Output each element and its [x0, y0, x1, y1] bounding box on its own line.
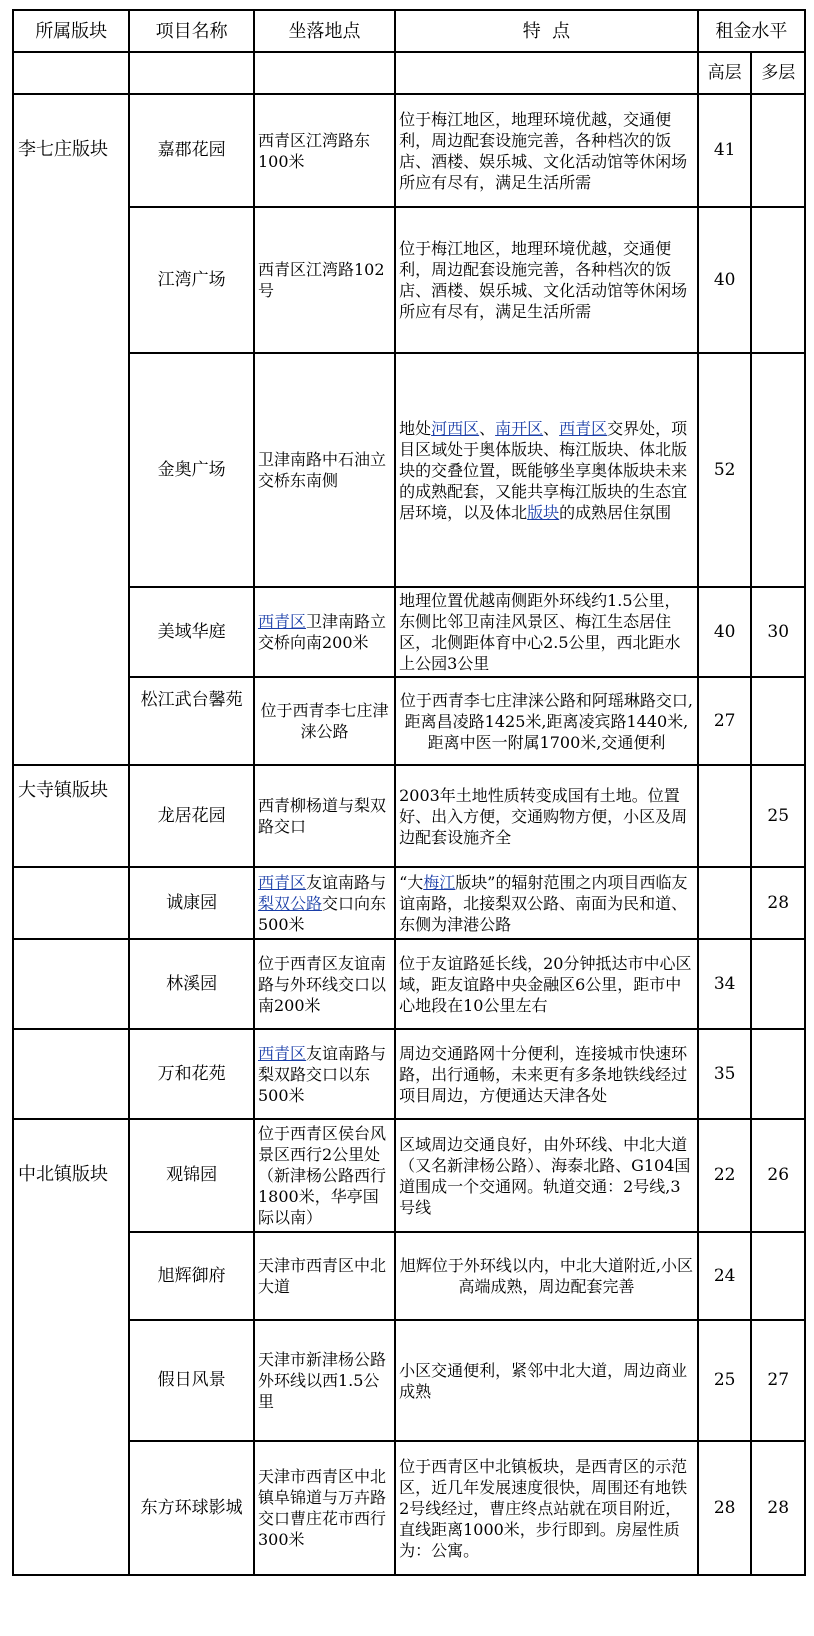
features-text: 地处: [399, 418, 432, 438]
location-text: 友谊南路与: [306, 872, 387, 892]
features-text: 交界处，项目区域处于奥体版块、梅江版块、体北版块的交叠位置，既能够坐享奥体版块未来的成熟配套，又能共享梅江版块的生态宜居环境，以及体北: [399, 418, 688, 522]
project-name: 江湾广场: [129, 207, 254, 353]
features-cell: 位于友谊路延长线，20分钟抵达市中心区域，距友谊路中央金融区6公里，距市中心地段在10公里左右: [395, 939, 698, 1029]
project-name: 松江武台馨苑: [129, 677, 254, 765]
header-project: 项目名称: [129, 10, 254, 52]
block-cell: [13, 94, 129, 765]
features-cell: 位于梅江地区，地理环境优越，交通便利，周边配套设施完善，各种档次的饭店、酒楼、娱乐城、文化活动馆等休闲场所应有尽有，满足生活所需: [395, 94, 698, 207]
rent-multi: [751, 939, 805, 1029]
project-name: 东方环球影城: [129, 1441, 254, 1575]
project-name: 旭辉御府: [129, 1232, 254, 1320]
location-cell: 天津市西青区中北大道: [254, 1232, 395, 1320]
header-features: 特 点: [395, 10, 698, 52]
location-cell: 位于西青区侯台风景区西行2公里处（新津杨公路西行1800米，华亭国际以南）: [254, 1119, 395, 1232]
project-name: 美域华庭: [129, 587, 254, 677]
table-row: [13, 939, 805, 1029]
project-name: 假日风景: [129, 1320, 254, 1441]
block-label: 大寺镇版块: [18, 780, 108, 801]
rent-high: 28: [698, 1441, 752, 1575]
project-name: 龙居花园: [129, 765, 254, 867]
features-cell: 位于梅江地区，地理环境优越，交通便利，周边配套设施完善，各种档次的饭店、酒楼、娱乐城、文化活动馆等休闲场所应有尽有，满足生活所需: [395, 207, 698, 353]
link-xiqing-district[interactable]: 西青区: [257, 1043, 306, 1063]
rent-multi: [751, 1029, 805, 1119]
table-row: [13, 765, 805, 867]
rent-high: 40: [698, 207, 752, 353]
rent-high: 35: [698, 1029, 752, 1119]
features-cell: 小区交通便利，紧邻中北大道，周边商业成熟: [395, 1320, 698, 1441]
location-cell: [254, 1029, 395, 1119]
table-row: [13, 207, 805, 353]
header-row: [13, 10, 805, 52]
table-row: [13, 94, 805, 207]
rent-multi: 28: [751, 1441, 805, 1575]
features-text: 版块”的辐射范围之内项目西临友谊南路，北接梨双公路、南面为民和道、东侧为津港公路: [399, 872, 688, 934]
project-name: 诚康园: [129, 867, 254, 939]
link-xiqing-district[interactable]: 西青区: [257, 612, 306, 631]
rent-high: [698, 765, 752, 867]
rent-multi: 25: [751, 765, 805, 867]
location-cell: 天津市新津杨公路外环线以西1.5公里: [254, 1320, 395, 1441]
link-xiqing-district[interactable]: 西青区: [257, 872, 306, 892]
features-cell: [395, 867, 698, 939]
features-text: “大: [399, 872, 424, 892]
rent-high: 40: [698, 587, 752, 677]
features-cell: [395, 353, 698, 587]
link-hexi-district[interactable]: 河西区: [431, 418, 480, 438]
rent-high: 34: [698, 939, 752, 1029]
rent-multi: 27: [751, 1320, 805, 1441]
block-label: 中北镇版块: [18, 1164, 108, 1185]
table-row: [13, 1232, 805, 1320]
location-cell: 天津市西青区中北镇阜锦道与万卉路交口曹庄花市西行300米: [254, 1441, 395, 1575]
features-cell: 2003年土地性质转变成国有土地。位置好、出入方便，交通购物方便，小区及周边配套设施齐全: [395, 765, 698, 867]
header-multi: 多层: [751, 52, 805, 94]
features-text: 、: [479, 418, 496, 438]
features-text: 的成熟居住氛围: [559, 502, 672, 522]
rent-table: [12, 9, 806, 1576]
link-lishuang-road[interactable]: 梨双公路: [257, 893, 322, 913]
location-text: 交口向东500米: [257, 893, 387, 934]
rent-high: 27: [698, 677, 752, 765]
rent-multi: 30: [751, 587, 805, 677]
header-rent: 租金水平: [698, 10, 805, 52]
rent-high: 52: [698, 353, 752, 587]
table-row: [13, 1119, 805, 1232]
table-row: [13, 867, 805, 939]
header-high: 高层: [698, 52, 752, 94]
location-cell: 西青柳杨道与梨双路交口: [254, 765, 395, 867]
features-cell: 位于西青区中北镇板块，是西青区的示范区，近几年发展速度很快，周围还有地铁2号线经过，曹庄终点站就在项目附近，直线距离1000米，步行即到。房屋性质为：公寓。: [395, 1441, 698, 1575]
location-cell: 位于西青区友谊南路与外环线交口以南200米: [254, 939, 395, 1029]
rent-high: [698, 867, 752, 939]
location-cell: 西青区江湾路东100米: [254, 94, 395, 207]
location-cell: [254, 867, 395, 939]
location-text: 友谊南路与梨双路交口以东500米: [257, 1043, 387, 1105]
features-cell: 旭辉位于外环线以内，中北大道附近,小区高端成熟，周边配套完善: [395, 1232, 698, 1320]
rent-high: 22: [698, 1119, 752, 1232]
table-row: [13, 677, 805, 765]
table-row: [13, 587, 805, 677]
rent-high: 25: [698, 1320, 752, 1441]
features-cell: 地理位置优越南侧距外环线约1.5公里，东侧比邻卫南洼风景区、梅江生态居住区，北侧距体育中心2.5公里，西北距水上公园3公里: [395, 587, 698, 677]
features-text: 、: [543, 418, 560, 438]
subheader-empty: [129, 52, 254, 94]
rent-high: 24: [698, 1232, 752, 1320]
link-xiqing-district[interactable]: 西青区: [559, 418, 608, 438]
features-cell: 周边交通路网十分便利，连接城市快速环路，出行通畅，未来更有多条地铁线经过项目周边，方便通达天津各处: [395, 1029, 698, 1119]
header-block: 所属版块: [13, 10, 129, 52]
table-row: [13, 1029, 805, 1119]
project-name: 嘉郡花园: [129, 94, 254, 207]
project-name: 金奥广场: [129, 353, 254, 587]
link-block[interactable]: 版块: [527, 502, 560, 522]
project-name: 万和花苑: [129, 1029, 254, 1119]
rent-multi: [751, 353, 805, 587]
features-cell: 位于西青李七庄津涞公路和阿瑶琳路交口,距离昌凌路1425米,距离凌宾路1440米,距离中医一附属1700米,交通便利: [395, 677, 698, 765]
location-text: 卫津南路立交桥向南200米: [257, 612, 387, 652]
subheader-empty: [395, 52, 698, 94]
block-cell-empty: [13, 1029, 129, 1119]
rent-multi: [751, 677, 805, 765]
block-label: 李七庄版块: [18, 139, 108, 160]
block-cell: [13, 765, 129, 867]
block-cell-empty: [13, 939, 129, 1029]
features-cell: 区域周边交通良好，由外环线、中北大道（又名新津杨公路）、海泰北路、G104国道围成一个交通网。轨道交通：2号线,3号线: [395, 1119, 698, 1232]
rent-multi: 28: [751, 867, 805, 939]
table-row: [13, 1441, 805, 1575]
subheader-empty: [254, 52, 395, 94]
rent-multi: 26: [751, 1119, 805, 1232]
subheader-row: [13, 52, 805, 94]
rent-high: 41: [698, 94, 752, 207]
block-cell-empty: [13, 867, 129, 939]
link-nankai-district[interactable]: 南开区: [495, 418, 544, 438]
location-cell: [254, 587, 395, 677]
rent-multi: [751, 1232, 805, 1320]
project-name: 观锦园: [129, 1119, 254, 1232]
rent-multi: [751, 207, 805, 353]
project-name: 林溪园: [129, 939, 254, 1029]
location-cell: 西青区江湾路102号: [254, 207, 395, 353]
location-cell: 位于西青李七庄津涞公路: [254, 677, 395, 765]
subheader-empty: [13, 52, 129, 94]
link-meijiang[interactable]: 梅江: [423, 872, 456, 892]
rent-multi: [751, 94, 805, 207]
header-location: 坐落地点: [254, 10, 395, 52]
location-cell: 卫津南路中石油立交桥东南侧: [254, 353, 395, 587]
table-row: [13, 1320, 805, 1441]
table-row: [13, 353, 805, 587]
block-cell: [13, 1119, 129, 1575]
